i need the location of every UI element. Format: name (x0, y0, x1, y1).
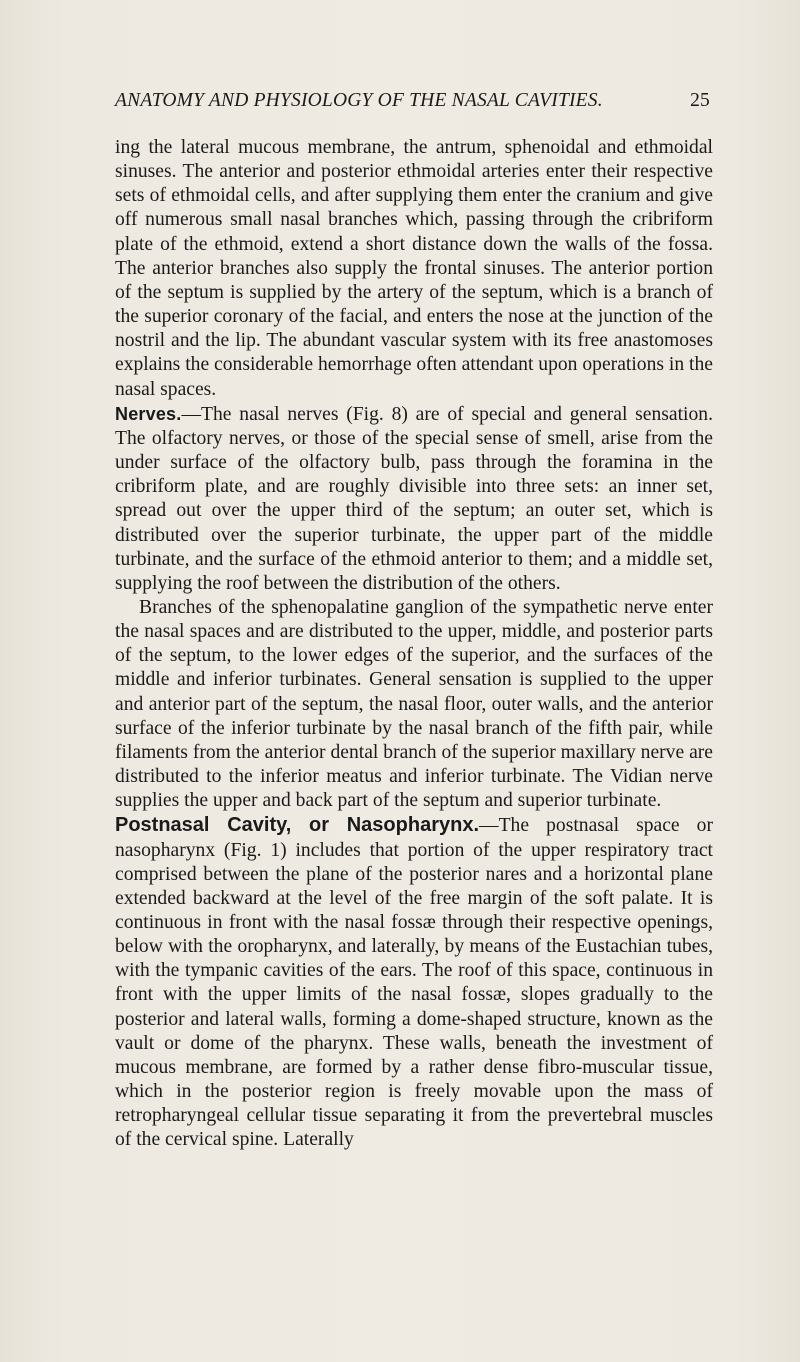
running-title: ANATOMY AND PHYSIOLOGY OF THE NASAL CAVITIES. (115, 90, 603, 111)
paragraph-nasopharynx (115, 813, 713, 1152)
body-text (115, 136, 713, 1153)
paragraph-nerves-body: —The nasal nerves (Fig. 8) are of special and general sensation. The olfactory nerves, or those of the special sense of smell, arise from the under surface of the olfactory bulb, pass through the foramina in the cribriform plate, and are roughly divisible into three sets: an inner set, spread out over the upper third of the septum; an outer set, which is distributed over the superior turbinate, the upper part of the middle turbinate, and the surface of the ethmoid anterior to them; and a middle set, supplying the roof between the distribution of the others. (115, 403, 713, 594)
running-header (115, 90, 710, 112)
paragraph-arteries-continued: ing the lateral mucous membrane, the antrum, sphenoidal and ethmoidal sinuses. The anterior and posterior ethmoidal arteries enter their respective sets of ethmoidal cells, and after supplying them enter the cranium and give off numerous small nasal branches which, passing through the cribriform plate of the ethmoid, extend a short distance down the walls of the fossa. The anterior branches also supply the frontal sinuses. The anterior portion of the septum is supplied by the artery of the septum, which is a branch of the superior coronary of the facial, and enters the nose at the junction of the nostril and the lip. The abundant vascular system with its free anastomoses explains the considerable hemorrhage often attendant upon operations in the nasal spaces. (115, 137, 713, 400)
paragraph-nasopharynx-body: —The postnasal space or nasopharynx (Fig. 1) includes that portion of the upper respiratory tract comprised between the plane of the posterior nares and a horizontal plane extended backward at the level of the free margin of the soft palate. It is continuous in front with the nasal fossæ through their respective openings, below with the oropharynx, and laterally, by means of the Eustachian tubes, with the tympanic cavities of the ears. The roof of this space, continuous in front with the upper limits of the nasal fossæ, slopes gradually to the posterior and lateral walls, forming a dome-shaped structure, known as the vault or dome of the pharynx. These walls, beneath the investment of mucous membrane, are formed by a rather dense fibro-muscular tissue, which in the posterior region is freely movable upon the mass of retropharyngeal cellular tissue separating it from the prevertebral muscles of the cervical spine. Laterally (115, 815, 713, 1151)
section-heading-nerves: Nerves. (115, 403, 182, 424)
page-number: 25 (690, 90, 710, 111)
paragraph-sphenopalatine: Branches of the sphenopalatine ganglion of the sympathetic nerve enter the nasal spaces and are distributed to the upper, middle, and posterior parts of the septum, to the lower edges of the superior, and the surfaces of the middle and inferior turbinates. General sensation is supplied to the upper and anterior part of the septum, the nasal floor, outer walls, and the anterior surface of the inferior turbinate by the nasal branch of the fifth pair, while filaments from the anterior dental branch of the superior maxillary nerve are distributed to the inferior meatus and inferior turbinate. The Vidian nerve supplies the upper and back part of the septum and superior turbinate. (115, 596, 713, 812)
paragraph-nerves (115, 402, 713, 596)
section-heading-nasopharynx: Postnasal Cavity, or Nasopharynx. (115, 814, 479, 837)
